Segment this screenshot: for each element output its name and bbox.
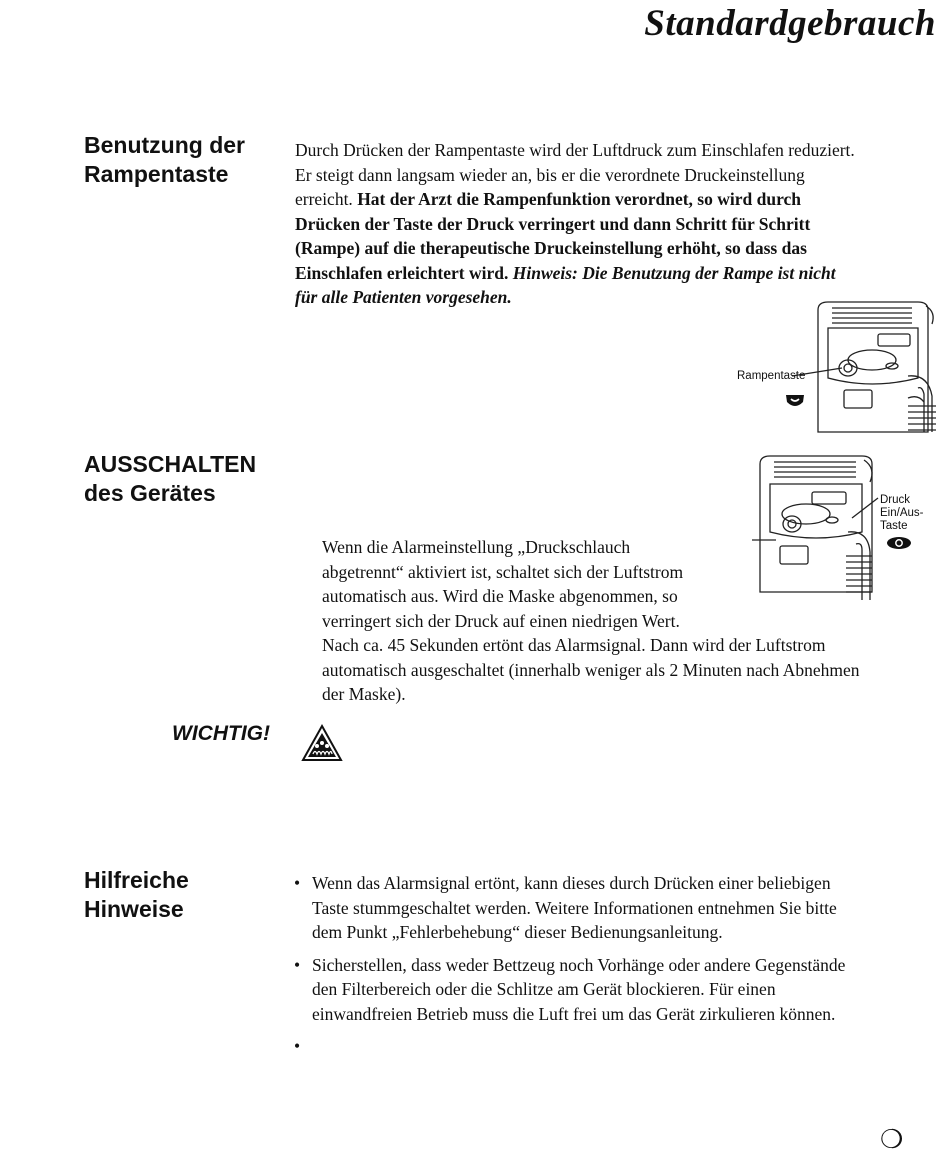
ramp-device-figure [732, 298, 937, 438]
section-title-line: AUSSCHALTEN [84, 451, 257, 477]
tips-list [290, 871, 940, 1067]
list-item-empty [290, 1034, 940, 1059]
text-line: automatisch aus. Wird die Maske abgenommen, so [322, 586, 678, 606]
text-line: Sicherstellen, dass weder Bettzeug noch Vorhänge oder andere Gegenstände [312, 954, 846, 975]
text-line: der Maske). [322, 684, 406, 704]
figure-label-ramp-button: Rampentaste [737, 370, 806, 382]
section-title-line: Benutzung der [84, 132, 245, 158]
text-run-bold: Drücken der Taste der Druck verringert und dann Schritt für Schritt [295, 213, 811, 234]
text-run-bold: Einschlafen erleichtert wird. [295, 262, 513, 283]
page-number: ❍ [880, 1125, 904, 1154]
text-line: Taste stummgeschaltet werden. Weitere Informationen entnehmen Sie bitte [312, 897, 837, 918]
text-line: Er steigt dann langsam wieder an, bis er die verordnete Druckeinstellung [295, 164, 805, 185]
ramp-paragraph [295, 138, 935, 310]
running-head: Standardgebrauch [644, 3, 936, 44]
text-line [295, 187, 935, 212]
figure-label-line: Ein/Aus- [880, 507, 924, 519]
figure-label-power-button [880, 494, 923, 533]
text-line: Durch Drücken der Rampentaste wird der Luftdruck zum Einschlafen reduziert. [295, 140, 855, 160]
text-line: einwandfreien Betrieb muss die Luft frei um das Gerät zirkulieren können. [312, 1003, 836, 1024]
text-line [295, 236, 935, 261]
important-label: WICHTIG! [172, 722, 270, 745]
text-line: dem Punkt „Fehlerbehebung“ dieser Bedienungsanleitung. [312, 922, 723, 942]
ramp-button-icon [784, 393, 806, 411]
cpap-device-drawing [732, 298, 937, 438]
bullet-marker: • [294, 873, 301, 893]
section-title-line: Rampentaste [84, 161, 229, 187]
text-line [295, 261, 935, 286]
section-title-line: des Gerätes [84, 480, 216, 506]
text-line [295, 212, 935, 237]
text-line: abgetrennt“ aktiviert ist, schaltet sich der Luftstrom [322, 561, 684, 582]
figure-label-line: Druck [880, 494, 911, 506]
bullet-marker: • [294, 1036, 301, 1056]
list-item [290, 953, 940, 1027]
text-line: Wenn das Alarmsignal ertönt, kann dieses durch Drücken einer beliebigen [312, 873, 831, 893]
text-run-bold-italic: Hinweis: Die Benutzung der Rampe ist nicht [512, 262, 836, 283]
section-title-tips [84, 866, 189, 924]
text-line [312, 1034, 940, 1059]
text-line: den Filterbereich oder die Schlitze am Gerät blockieren. Für einen [312, 979, 776, 999]
text-run-bold-italic: für alle Patienten vorgesehen. [295, 287, 512, 307]
text-line: automatisch ausgeschaltet (innerhalb weniger als 2 Minuten nach Abnehmen [322, 659, 860, 680]
power-paragraph [322, 535, 942, 707]
text-run: erreicht. [295, 189, 358, 209]
text-line: Nach ca. 45 Sekunden ertönt das Alarmsignal. Dann wird der Luftstrom [322, 635, 826, 655]
section-title-line: Hinweise [84, 896, 184, 922]
text-run-bold: Hat der Arzt die Rampenfunktion verordnet, so wird durch [357, 189, 802, 209]
list-item [290, 871, 940, 945]
bullet-marker: • [294, 954, 301, 975]
text-line: Wenn die Alarmeinstellung „Druckschlauch [322, 537, 631, 557]
section-title-line: Hilfreiche [84, 867, 189, 893]
text-line: verringert sich der Druck auf einen niedrigen Wert. [322, 610, 680, 631]
section-title-ramp [84, 131, 245, 189]
figure-label-line: Taste [880, 520, 908, 532]
text-run-bold: (Rampe) auf die therapeutische Druckeinstellung erhöht, so dass das [295, 238, 807, 258]
warning-icon [300, 723, 344, 763]
section-title-power [84, 450, 256, 508]
